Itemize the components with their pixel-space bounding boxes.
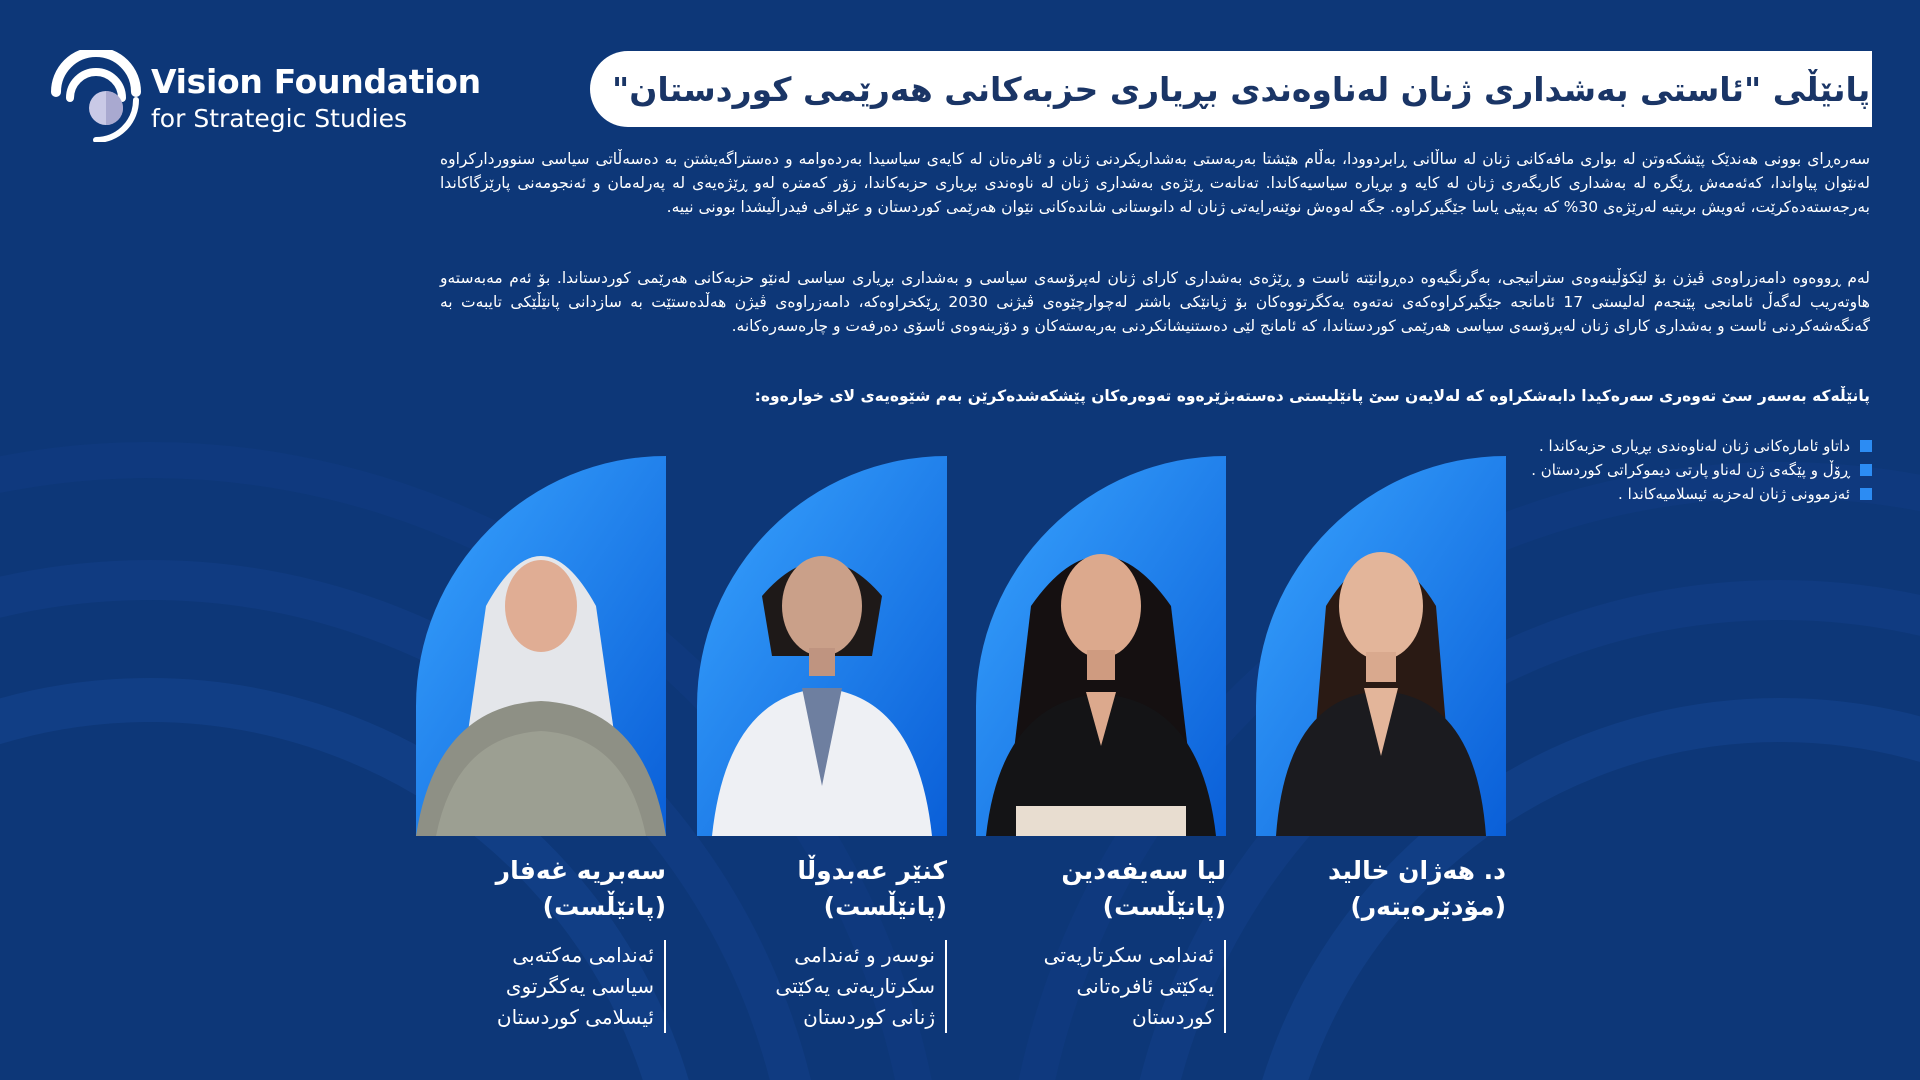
panel-title: پانێڵی "ئاستی بەشداری ژنان لەناوەندی بڕیاری حزبەکانی هەرێمی کوردستان" (612, 69, 1871, 109)
bullet-square-icon (1860, 440, 1872, 452)
panelist-photo (416, 456, 666, 836)
panelist-role: (مۆدێرەیتەر) (1350, 892, 1506, 921)
panelist-name: د. هەژان خالید (1328, 856, 1506, 885)
panelist-card-3 (416, 456, 666, 1029)
panelist-name: سەبریە غەفار (495, 856, 666, 885)
panelist-name: لیا سەیفەدین (1061, 856, 1226, 885)
panelist-name: کنێر عەبدوڵا (797, 856, 947, 885)
bullet-square-icon (1860, 464, 1872, 476)
list-item: داتاو ئامارەکانی ژنان لەناوەندی بڕیاری حزبەکاندا . (1531, 434, 1872, 458)
panelist-card-moderator (1256, 456, 1506, 1026)
panelist-card-1 (976, 456, 1226, 1029)
foundation-logo (50, 48, 481, 140)
eye-logo-icon (50, 50, 142, 142)
panel-title-banner (590, 51, 1872, 127)
panelist-role: (پانێڵست) (1102, 892, 1226, 921)
panelist-role: (پانێڵست) (542, 892, 666, 921)
panelist-description: ئەندامی مەکتەبی سیاسی یەکگرتوی ئیسلامی کوردستان (497, 940, 666, 1033)
axes-intro: پانێڵەکە بەسەر سێ تەوەری سەرەکیدا دابەشکراوە کە لەلایەن سێ پانێلیستی دەستەبژێرەوە تەوەرەکان پێشکەشدەکرێن بەم شێوەیەی لای خوارەوە: (754, 387, 1870, 405)
panelist-photo (976, 456, 1226, 836)
list-item: ڕۆڵ و پێگەی ژن لەناو پارتی دیموکراتی کوردستان . (1531, 458, 1872, 482)
list-item: ئەزموونی ژنان لەحزبە ئیسلامیەکاندا . (1531, 482, 1872, 506)
panelist-role: (پانێڵست) (823, 892, 947, 921)
foundation-subtitle: for Strategic Studies (151, 104, 408, 133)
foundation-name: Vision Foundation (151, 62, 481, 101)
description-paragraph-1: سەرەڕای بوونی هەندێک پێشکەوتن لە بواری مافەکانی ژنان لە ساڵانی ڕابردوودا، بەڵام هێشتا بەربەستی بەشداریکردنی ژنان و ئافرەتان لە کایەی سیاسیدا بەردەوامە و دەستراگەیشتن بە دەسەڵاتی سیاسی سنووردارکراوە لەنێوان پیاواندا، کەئەمەش ڕێگرە لە بەشداری کاریگەری ژنان لە کایە و بڕیارە سیاسیەکاندا. تەنانەت ڕێژەی بەشداری ژنان لە ناوەندی بڕیاری حزبەکاندا، زۆر کەمترە لەو ڕێژەیەی لە پەرلەمان و ئەنجومەنی پارێزگاکاندا بەرجەستەدەکرێت، ئەویش بریتیە لەرێژەی 30% کە بەپێی یاسا جێگیرکراوە. جگە لەوەش نوێنەرایەتی ژنان لە دانوستانی شاندەکانی نێوان هەرێمی کوردستان و عێراقی فیدراڵیشدا بوونی نییە. (440, 150, 1870, 216)
panelist-photo (1256, 456, 1506, 836)
bullet-square-icon (1860, 488, 1872, 500)
panelist-description: ئەندامی سکرتاریەتی یەکێتی ئافرەتانی کوردستان (1044, 940, 1226, 1033)
panelist-description: نوسەر و ئەندامی سکرتاریەتی یەکێتی ژنانی کوردستان (775, 940, 947, 1033)
description-paragraph-2: لەم ڕووەوە دامەزراوەی ڤیژن بۆ لێکۆڵینەوەی ستراتیجی، بەگرنگیەوە دەڕوانێتە ئاست و ڕێژەی بەشداری کارای ژنان لەپرۆسەی سیاسی و بەشداری بڕیاری سیاسی لەنێو حزبەکانی هەرێمی کوردستاندا. بۆ ئەم مەبەستەو هاوتەریب لەگەڵ ئامانجی پێنجەم لەلیستی 17 ئامانجە جێگیرکراوەکەی نەتەوە یەکگرتووەکان بۆ ژیانێکی باشتر لەچوارچێوەی ڤیژنی 2030 ڕێکخراوەکە، دامەزراوەی ڤیژن هەڵدەستێت بە سازدانی پانێڵێکی تایبەت بە گەنگەشەکردنی ئاست و بەشداری کارای ژنان لەپرۆسەی سیاسی هەرێمی کوردستاندا، کە ئامانج لێی دەستنیشانکردنی بەربەستەکان و دۆزینەوەی ئاسۆی دەرفەت و چارەسەرەکانە. (440, 269, 1870, 335)
panel-axes-list (1531, 434, 1872, 506)
panelist-card-2 (697, 456, 947, 1029)
panelist-photo (697, 456, 947, 836)
